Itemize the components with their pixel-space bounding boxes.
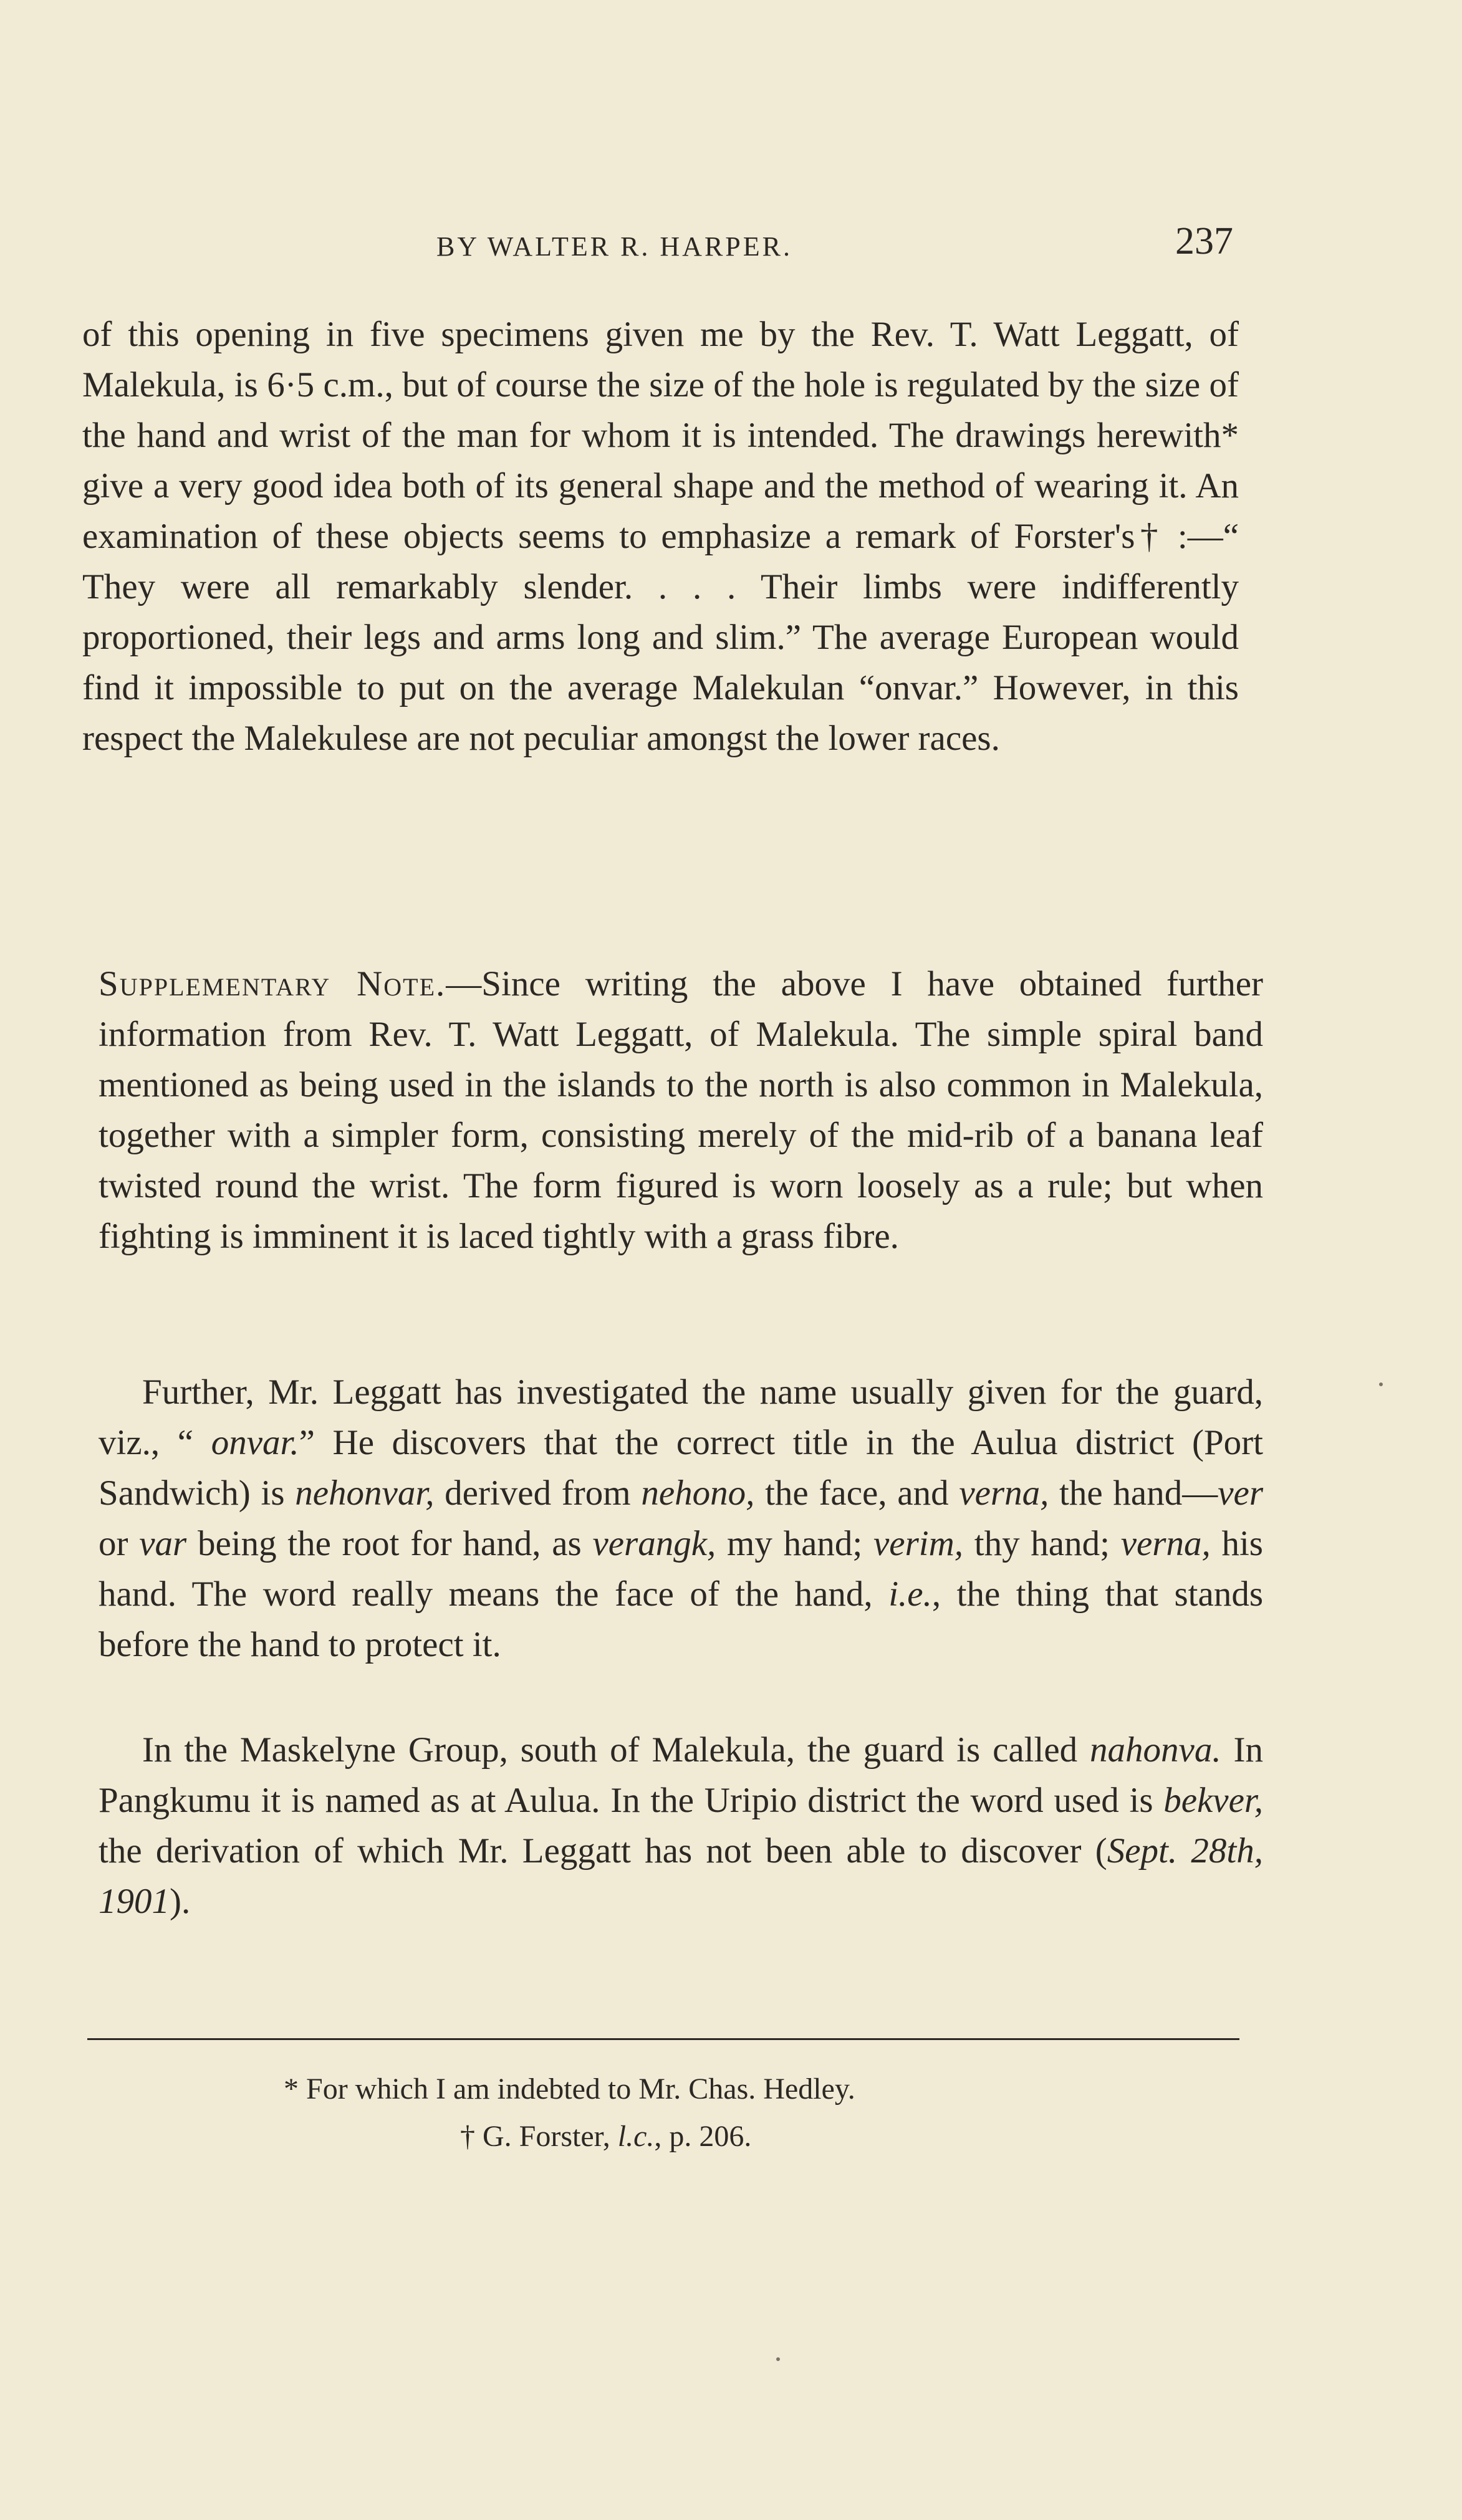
italic-term: nahonva. xyxy=(1090,1730,1221,1770)
text-run: the derivation of which Mr. Leggatt has not been able to discover ( xyxy=(99,1831,1107,1871)
text-run: or xyxy=(99,1524,140,1563)
body-paragraph-4 xyxy=(99,1725,1263,1927)
text-run: ” He discovers that the correct title in the Aulua district (Port Sandwich) is xyxy=(99,1423,1263,1513)
footnote-2 xyxy=(460,2118,751,2155)
supplementary-note-text: —Since writing the above I have obtained further information from Rev. T. Watt Leggatt, of Malekula. The simple spiral band mentioned as being used in the islands to the north is also common in Malekula, together with a simpler form, consisting merely of the mid-rib of a banana leaf twisted round the wrist. The form figured is worn loosely as a rule; but when fighting is imminent it is laced tightly with a grass fibre. xyxy=(99,964,1263,1256)
italic-term: nehonvar, xyxy=(295,1473,435,1513)
text-run: being the root for hand, as xyxy=(186,1524,593,1563)
footnote-2-italic: l.c. xyxy=(617,2120,655,2153)
paper-speck xyxy=(1379,1382,1383,1386)
text-run: Further, Mr. Leggatt has investigated the name usually given for the guard, viz., “ xyxy=(99,1373,1263,1462)
text-run: my hand; xyxy=(716,1524,873,1563)
footnote-2-page: , p. 206. xyxy=(654,2120,752,2153)
italic-term: i.e. xyxy=(888,1574,932,1614)
text-run: thy hand; xyxy=(963,1524,1121,1563)
footnote-2-text: † G. Forster, xyxy=(460,2120,618,2153)
italic-term: bekver, xyxy=(1163,1781,1263,1820)
text-run: In Pangkumu it is named as at Aulua. In the Uripio district the word used is xyxy=(99,1730,1263,1820)
italic-term: verna, xyxy=(959,1473,1049,1513)
italic-term: ver xyxy=(1218,1473,1263,1513)
supplementary-note-heading: Supplementary Note. xyxy=(99,964,446,1004)
footnote-divider xyxy=(87,2038,1239,2040)
body-paragraph-1: of this opening in five specimens given me by the Rev. T. Watt Leggatt, of Malekula, is 6·5 c.m., but of course the size of the hole is regulated by the size of the hand and wrist of the man for whom it is intended. The drawings herewith* give a very good idea both of its general shape and the method of wearing it. An examination of these objects seems to emphasize a remark of Forster's† :—“ They were all remarkably slender. . . . Their limbs were indifferently proportioned, their legs and arms long and slim.” The average European would find it impossible to put on the average Malekulan “onvar.” However, in this respect the Malekulese are not peculiar amongst the lower races. xyxy=(82,315,1239,758)
italic-term: verim, xyxy=(873,1524,963,1563)
page-number: 237 xyxy=(1175,220,1233,262)
text-run: ). xyxy=(170,1882,191,1921)
paper-speck xyxy=(776,2357,780,2361)
text-run: the hand— xyxy=(1049,1473,1218,1513)
italic-term: var xyxy=(139,1524,187,1563)
italic-term: nehono, xyxy=(641,1473,755,1513)
text-run: derived from xyxy=(434,1473,642,1513)
italic-date: Sept. 28th, 1901 xyxy=(99,1831,1263,1921)
italic-term: verna, xyxy=(1120,1524,1211,1563)
text-run: , the thing that stands before the hand to protect it. xyxy=(99,1574,1263,1664)
text-run: his hand. The word really means the face of the hand, xyxy=(99,1524,1263,1614)
running-head: BY WALTER R. HARPER. xyxy=(436,231,793,262)
italic-term: verangk, xyxy=(592,1524,716,1563)
supplementary-note-paragraph xyxy=(99,959,1263,1262)
italic-term: onvar. xyxy=(211,1423,299,1462)
text-run: In the Maskelyne Group, south of Malekula, the guard is called xyxy=(142,1730,1090,1770)
footnote-1: * For which I am indebted to Mr. Chas. Hedley. xyxy=(284,2072,855,2106)
text-run: the face, and xyxy=(754,1473,959,1513)
body-paragraph-3 xyxy=(99,1367,1263,1670)
